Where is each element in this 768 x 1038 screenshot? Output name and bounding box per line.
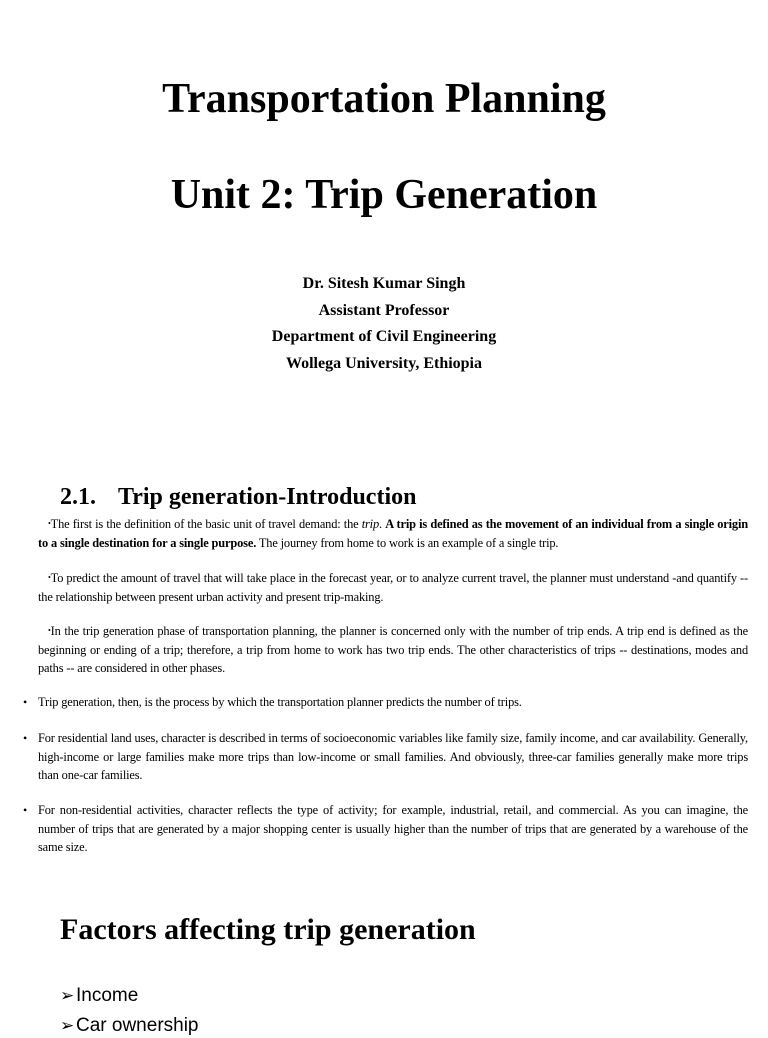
author-department: Department of Civil Engineering xyxy=(271,328,497,345)
section-number: 2.1. xyxy=(60,484,96,510)
section-heading xyxy=(60,482,416,512)
section-title: Trip generation-Introduction xyxy=(118,484,417,510)
paragraph-marker: • xyxy=(48,626,51,635)
bullet-marker: • xyxy=(23,695,28,709)
paragraph-marker: • xyxy=(48,573,51,582)
author-block xyxy=(0,271,768,377)
bullet-item: For residential land uses, character is described in terms of socioeconomic variables like family size, family income, and car availability. Generally, high-income or large families make more trips than low-income or small families. And obviously, three-car families generally make more trips than one-car families. xyxy=(38,731,748,782)
author-institution: Wollega University, Ethiopia xyxy=(285,354,482,372)
paragraph-2: •To predict the amount of travel that will take place in the forecast year, or to analyze current travel, the planner must understand -and quantify -- the relationship between present urban activity and present trip-making. xyxy=(38,571,748,604)
factor-item: ➢Income xyxy=(60,985,139,1006)
trip-definition: A trip is defined as the movement of an individual from a single origin to a single destination for a single purpose. xyxy=(38,517,748,550)
trip-term: trip xyxy=(361,517,380,531)
bullet-item: For non-residential activities, character reflects the type of activity; for example, industrial, retail, and commercial. As you can imagine, the number of trips that are generated by a major shopping center is usually higher than the number of trips that are generated by a warehouse of the same size. xyxy=(38,803,748,854)
arrow-bullet-icon: ➢ xyxy=(60,1016,75,1035)
author-name: Dr. Sitesh Kumar Singh xyxy=(302,275,466,292)
document-subtitle: Unit 2: Trip Generation xyxy=(170,172,598,218)
arrow-bullet-icon: ➢ xyxy=(60,986,75,1005)
paragraph-1: •The first is the definition of the basic unit of travel demand: the trip. A trip is defined as the movement of an individual from a single origin to a single destination for a single purpose. The journey from home to work is an example of a single trip. xyxy=(38,517,748,550)
bullet-marker: • xyxy=(23,803,28,817)
bullet-item: Trip generation, then, is the process by which the transportation planner predicts the number of trips. xyxy=(38,695,522,709)
bullet-marker: • xyxy=(23,731,28,745)
paragraph-marker: • xyxy=(48,519,51,528)
factors-heading: Factors affecting trip generation xyxy=(60,913,476,946)
factor-item: ➢Car ownership xyxy=(60,1015,199,1036)
document-title: Transportation Planning xyxy=(162,76,606,122)
author-position: Assistant Professor xyxy=(318,301,450,319)
paragraph-3: •In the trip generation phase of transportation planning, the planner is concerned only with the number of trip ends. A trip end is defined as the beginning or ending of a trip; therefore, a trip from home to work has two trip ends. The other characteristics of trips -- destinations, modes and paths -- are considered in other phases. xyxy=(38,624,748,675)
